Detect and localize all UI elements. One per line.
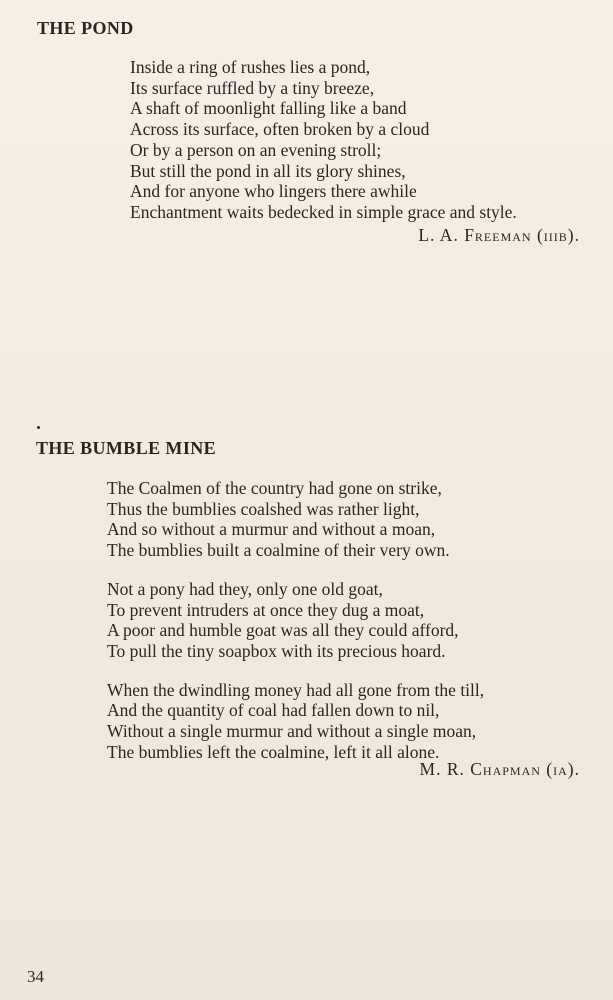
poem-line: Thus the bumblies coalshed was rather light, [107, 498, 420, 519]
author-credit-chapman: M. R. Chapman (ia). [419, 759, 580, 779]
poem-line: Inside a ring of rushes lies a pond, [130, 57, 371, 77]
poem-stanza [107, 478, 484, 561]
poem-line: The Coalmen of the country had gone on strike, [107, 478, 442, 498]
poem-line: A poor and humble goat was all they could afford, [107, 620, 459, 641]
poem-stanza [107, 680, 484, 763]
poem-line: The bumblies built a coalmine of their very own. [107, 540, 450, 561]
poem-line: And so without a murmur and without a moan, [107, 519, 436, 540]
poem-line: To prevent intruders at once they dug a moat, [107, 599, 425, 620]
poem-line: Or by a person on an evening stroll; [130, 139, 382, 160]
poem-line: And the quantity of coal had fallen down to nil, [107, 700, 440, 721]
author-credit-freeman: L. A. Freeman (iiib). [418, 225, 580, 245]
poem-line: When the dwindling money had all gone from the till, [107, 679, 485, 700]
poem-line: Enchantment waits bedecked in simple grace and style. [130, 201, 517, 222]
poem-line: Not a pony had they, only one old goat, [107, 578, 383, 599]
poem-line: Without a single murmur and without a single moan, [107, 721, 477, 742]
poem-body-the-pond [130, 57, 517, 223]
poem-stanza [107, 579, 484, 662]
poem-line: A shaft of moonlight falling like a band [130, 98, 407, 119]
poem-title-the-bumble-mine: THE BUMBLE MINE [36, 438, 217, 458]
poem-title-the-pond: THE POND [37, 18, 134, 38]
poem-line: But still the pond in all its glory shines, [130, 160, 406, 181]
ink-speck [37, 426, 40, 429]
poem-line: Across its surface, often broken by a cloud [130, 119, 430, 140]
poem-line: Its surface ruffled by a tiny breeze, [130, 77, 375, 98]
poem-line: The bumblies left the coalmine, left it all alone. [107, 741, 440, 762]
poem-body-the-bumble-mine [107, 478, 484, 780]
page-number: 34 [27, 967, 44, 986]
poem-line: And for anyone who lingers there awhile [130, 181, 417, 202]
poem-line: To pull the tiny soapbox with its precious hoard. [107, 640, 446, 661]
